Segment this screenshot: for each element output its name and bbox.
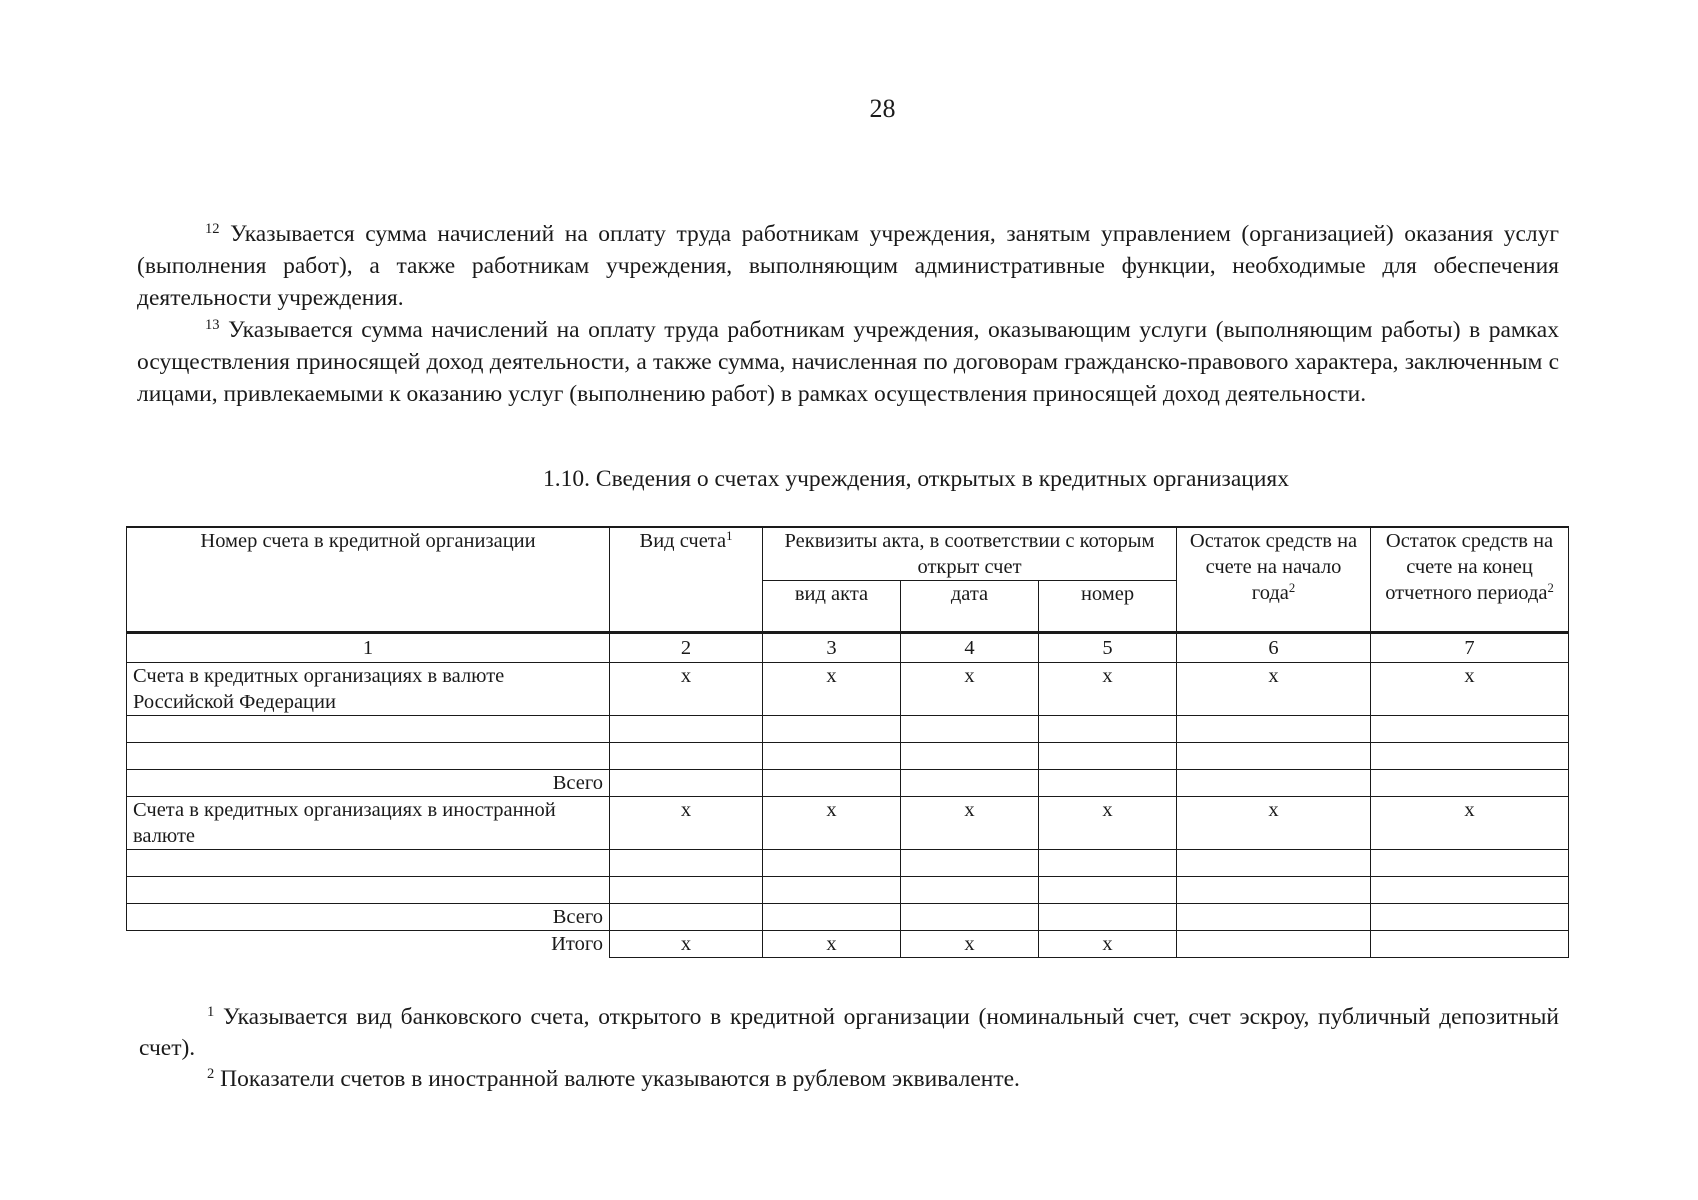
empty-cell xyxy=(901,877,1039,904)
column-number: 6 xyxy=(1177,633,1371,663)
footnote-mark: 2 xyxy=(207,1066,215,1082)
column-number: 1 xyxy=(127,633,610,663)
header-account-type xyxy=(610,527,763,633)
cell-mark: x xyxy=(763,931,901,958)
empty-cell xyxy=(901,716,1039,743)
empty-cell xyxy=(610,743,763,770)
cell-mark: x xyxy=(763,663,901,716)
empty-cell xyxy=(1371,931,1569,958)
empty-cell xyxy=(1039,770,1177,797)
empty-cell xyxy=(127,716,610,743)
header-act-date: дата xyxy=(901,581,1039,633)
table-row-total-rub xyxy=(127,770,1569,797)
header-balance-end-label: Остаток средств на счете на конец отчетного периода xyxy=(1385,530,1554,604)
table-row-empty xyxy=(127,716,1569,743)
table-header-row xyxy=(127,527,1569,581)
column-number: 2 xyxy=(610,633,763,663)
cell-mark: x xyxy=(763,797,901,850)
empty-cell xyxy=(901,743,1039,770)
empty-cell xyxy=(763,716,901,743)
empty-cell xyxy=(1371,877,1569,904)
empty-cell xyxy=(1177,904,1371,931)
empty-cell xyxy=(1371,904,1569,931)
page-number: 28 xyxy=(869,94,896,123)
empty-cell xyxy=(1177,743,1371,770)
table-row-empty xyxy=(127,877,1569,904)
empty-cell xyxy=(1177,877,1371,904)
empty-cell xyxy=(1039,850,1177,877)
empty-cell xyxy=(1039,904,1177,931)
section-title: 1.10. Сведения о счетах учреждения, открытых в кредитных организациях xyxy=(543,466,1289,492)
column-number: 5 xyxy=(1039,633,1177,663)
empty-cell xyxy=(610,770,763,797)
empty-cell xyxy=(1371,770,1569,797)
empty-cell xyxy=(1177,770,1371,797)
empty-cell xyxy=(1371,716,1569,743)
cell-mark: x xyxy=(901,663,1039,716)
empty-cell xyxy=(763,904,901,931)
empty-cell xyxy=(127,743,610,770)
cell-mark: x xyxy=(1039,931,1177,958)
empty-cell xyxy=(610,904,763,931)
cell-mark: x xyxy=(901,797,1039,850)
note-mark: 12 xyxy=(205,221,220,237)
footnote-text: Указывается вид банковского счета, открытого в кредитной организации (номинальный счет, счет эскроу, публичный депозитный счет). xyxy=(139,1004,1559,1061)
empty-cell xyxy=(127,850,610,877)
column-number: 7 xyxy=(1371,633,1569,663)
table-row-foreign-accounts xyxy=(127,797,1569,850)
footnote-ref: 1 xyxy=(726,529,733,544)
empty-cell xyxy=(1371,850,1569,877)
table-row-grand-total xyxy=(127,931,1569,958)
table-row-rub-accounts xyxy=(127,663,1569,716)
note-text: Указывается сумма начислений на оплату труда работникам учреждения, оказывающим услуги (выполняющим работы) в рамках осуществления приносящей доход деятельности, а также сумма, начисленная по договорам гражданско-правового характера, заключенным с лицами, привлекаемыми к оказанию услуг (выполнению работ) в рамках осуществления приносящей доход деятельности. xyxy=(137,317,1559,407)
header-account-type-label: Вид счета xyxy=(639,530,727,552)
column-number: 4 xyxy=(901,633,1039,663)
empty-cell xyxy=(1371,743,1569,770)
empty-cell xyxy=(1177,850,1371,877)
table-row-empty xyxy=(127,850,1569,877)
cell-mark: x xyxy=(1039,663,1177,716)
empty-cell xyxy=(127,877,610,904)
row-label: Счета в кредитных организациях в валюте Российской Федерации xyxy=(127,663,610,716)
footnote-ref: 2 xyxy=(1288,581,1296,596)
cell-mark: x xyxy=(901,931,1039,958)
table-row-empty xyxy=(127,743,1569,770)
accounts-table xyxy=(126,526,1569,958)
empty-cell xyxy=(901,770,1039,797)
footnote-mark: 1 xyxy=(207,1004,215,1020)
row-label: Счета в кредитных организациях в иностранной валюте xyxy=(127,797,610,850)
note-13 xyxy=(137,314,1559,410)
total-label: Всего xyxy=(127,770,610,797)
cell-mark: x xyxy=(610,663,763,716)
empty-cell xyxy=(763,877,901,904)
cell-mark: x xyxy=(1177,797,1371,850)
empty-cell xyxy=(763,850,901,877)
empty-cell xyxy=(1177,931,1371,958)
footnote-1 xyxy=(139,1002,1559,1064)
total-label: Всего xyxy=(127,904,610,931)
cell-mark: x xyxy=(1177,663,1371,716)
note-text: Указывается сумма начислений на оплату труда работникам учреждения, занятым управлением (организацией) оказания услуг (выполнения работ), а также работникам учреждения, выполняющим административные функции, необходимые для обеспечения деятельности учреждения. xyxy=(137,221,1559,311)
empty-cell xyxy=(763,743,901,770)
note-12 xyxy=(137,218,1559,314)
empty-cell xyxy=(763,770,901,797)
grand-total-label: Итого xyxy=(127,931,610,958)
cell-mark: x xyxy=(1371,663,1569,716)
empty-cell xyxy=(1039,716,1177,743)
empty-cell xyxy=(610,850,763,877)
header-act-type: вид акта xyxy=(763,581,901,633)
footnote-text: Показатели счетов в иностранной валюте указываются в рублевом эквиваленте. xyxy=(214,1066,1020,1092)
cell-mark: x xyxy=(610,931,763,958)
header-act-number: номер xyxy=(1039,581,1177,633)
header-act-details: Реквизиты акта, в соответствии с которым открыт счет xyxy=(763,527,1177,581)
footnote-ref: 2 xyxy=(1547,581,1554,596)
footnote-2 xyxy=(139,1064,1559,1095)
cell-mark: x xyxy=(610,797,763,850)
empty-cell xyxy=(610,716,763,743)
header-account-number: Номер счета в кредитной организации xyxy=(127,527,610,633)
empty-cell xyxy=(1039,743,1177,770)
cell-mark: x xyxy=(1039,797,1177,850)
note-mark: 13 xyxy=(205,317,220,333)
cell-mark: x xyxy=(1371,797,1569,850)
empty-cell xyxy=(901,904,1039,931)
header-balance-end xyxy=(1371,527,1569,633)
notes-section xyxy=(137,218,1559,410)
column-number: 3 xyxy=(763,633,901,663)
empty-cell xyxy=(1177,716,1371,743)
empty-cell xyxy=(610,877,763,904)
empty-cell xyxy=(1039,877,1177,904)
column-numbers-row xyxy=(127,633,1569,663)
footnotes-section xyxy=(139,1002,1559,1095)
header-balance-start-label: Остаток средств на счете на начало года xyxy=(1189,530,1358,604)
empty-cell xyxy=(901,850,1039,877)
header-balance-start xyxy=(1177,527,1371,633)
table-row-total-foreign xyxy=(127,904,1569,931)
